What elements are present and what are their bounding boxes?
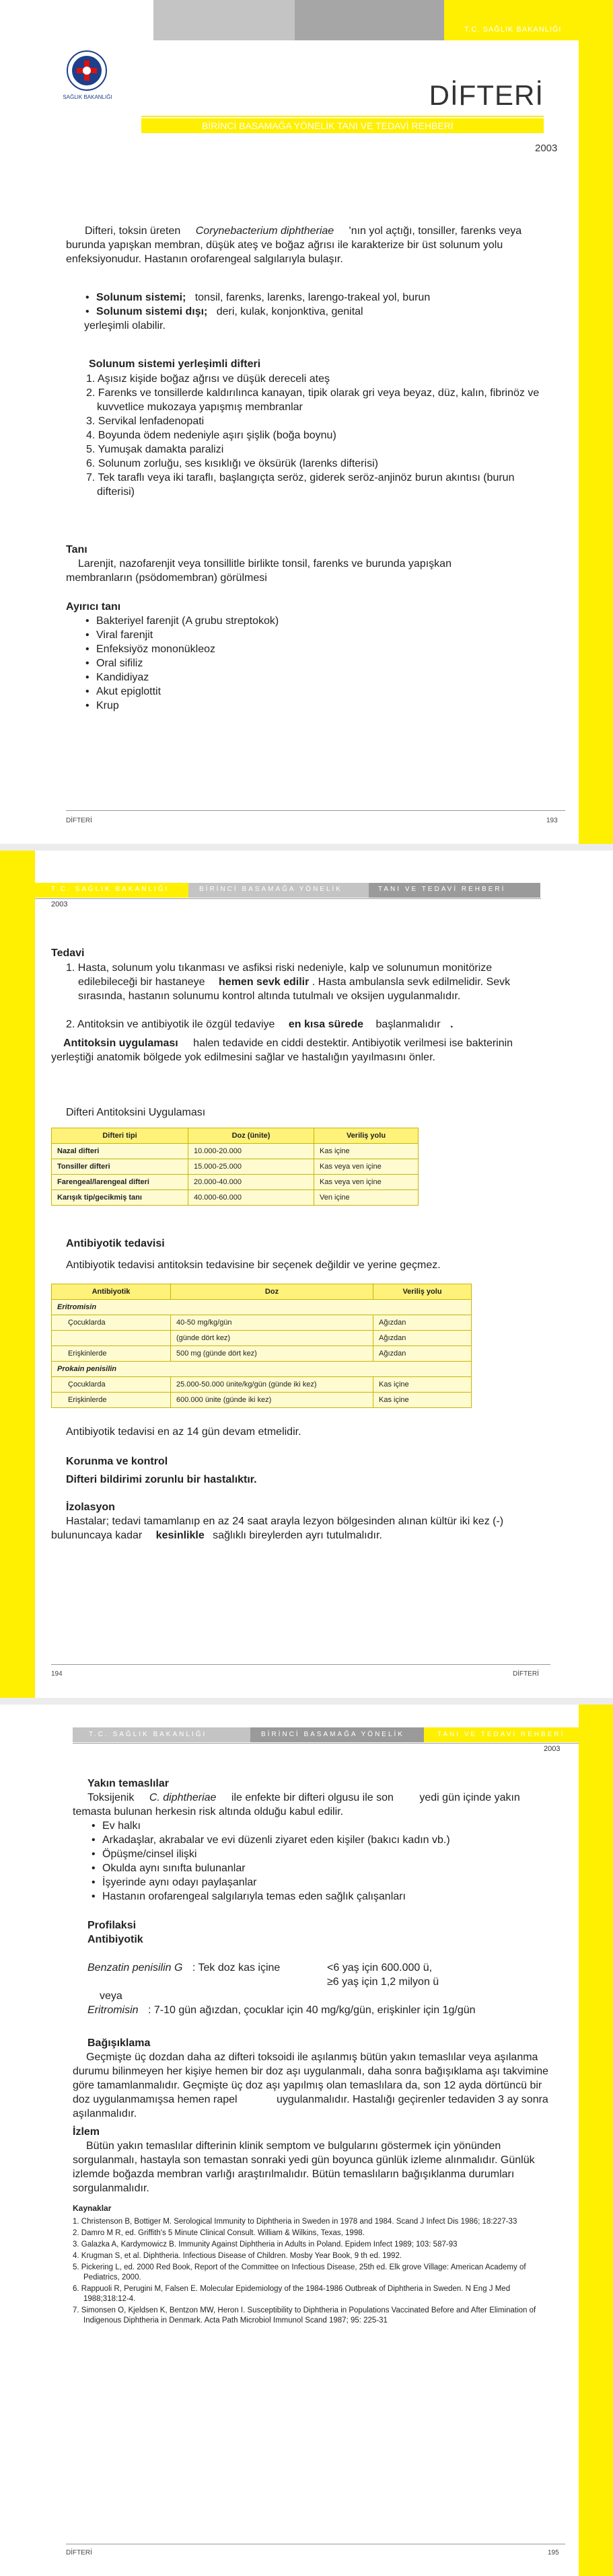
table-cell: Ağızdan (373, 1331, 472, 1346)
header-rule (35, 898, 541, 899)
system-continuation: yerleşimli olabilir. (84, 320, 166, 331)
resp-item: 3. Servikal lenfadenopati (86, 416, 205, 427)
table-cell: 40-50 mg/kg/gün (171, 1315, 373, 1331)
page-title: DİFTERİ (429, 79, 544, 111)
table-cell (52, 1331, 171, 1346)
yakin-item: • Hastanın orofarengeal salgılarıyla temas eden sağlık çalışanları (90, 1889, 534, 1904)
table-cell: Tonsiller difteri (52, 1159, 188, 1175)
reference-item: 3. Galazka A, Kardymowicz B. Immunity Against Diphtheria in Adults in Poland. Epidem Infect 1989; 103: 587-93 (73, 2240, 458, 2249)
benzatin-veya: veya (100, 1990, 122, 2002)
table-row (52, 1190, 419, 1206)
table-row (52, 1144, 419, 1159)
antitoksin-paragraph: Antitoksin uygulaması halen tedavide en ciddi destektir. Antibiyotik verilmesi ise bakterinin yerleştiği anatomik bölgede yok edilmesini sağlar ve hastalığın yayılmasını önler. (51, 1038, 513, 1063)
resp-heading: Solunum sistemi yerleşimli difteri (89, 358, 261, 370)
profilaksi-heading: Profilaksi (87, 1920, 137, 1931)
resp-list (86, 372, 550, 499)
ministry-logo (66, 50, 108, 91)
benzatin-dose-1: <6 yaş için 600.000 ü, (327, 1962, 433, 1974)
table-group-row (52, 1300, 472, 1315)
page-number: 193 (546, 817, 558, 824)
bagisiklama-text: Geçmişte üç dozdan daha az difteri toksoidi ile aşılanmış bütün yakın temaslılar veya aşılanma durumu bilinmeyen her kişiye hemen bir doz aşı uygulanmalı, daha sonra bağışıklama aşı takvimine göre tamamlanmalıdır. Geçmişte üç doz aşı yapılmış olan temaslılara da, son 12 ayda dörtüncü bir doz uygulanmamışsa hemen rapel uygulanmalıdır. Hastalığı geçirenler tedaviden 3 ay sonra aşılanmalıdır. (73, 2052, 549, 2119)
year: 2003 (544, 1745, 561, 1753)
kaynaklar-heading: Kaynaklar (73, 2203, 112, 2213)
header-label-3: TANI VE TEDAVİ REHBERİ (378, 886, 506, 893)
table-row (52, 1331, 472, 1346)
izolasyon-heading: İzolasyon (66, 1501, 115, 1513)
yakin-item: • Okulda aynı sınıfta bulunanlar (90, 1861, 534, 1875)
resp-item: 2. Farenks ve tonsillerde kaldırılınca kanayan, tipik olarak gri veya beyaz, düz, kalın, fibrinöz ve kuvvetlice mukozaya yapışmış membranlar (86, 387, 540, 413)
page-number: 194 (51, 1670, 63, 1678)
system-list (84, 290, 515, 319)
tani-text: Larenjit, nazofarenjit veya tonsillitle birlikte tonsil, farenks ve burunda yapışkan membranların (psödomembran) görülmesi (66, 558, 452, 584)
intro-paragraph (66, 224, 537, 266)
benzatin-row: Benzatin penisilin G : Tek doz kas içine (87, 1962, 281, 1974)
guide-subtitle: BİRİNCİ BASAMAĞA YÖNELİK TANI VE TEDAVİ REHBERİ (202, 120, 454, 131)
resp-item: 5. Yumuşak damakta paralizi (86, 444, 224, 455)
reference-item: 7. Simonsen O, Kjeldsen K, Bentzon MW, Heron I. Susceptibility to Diphtheria in Populations Vaccinated Before and After Elimination of Indigenous Diphtheria in Denmark. Acta Path Microbiol Immunol Scand 1987; 95: 225-31 (73, 2306, 536, 2325)
header-label-2: BİRİNCİ BASAMAĞA YÖNELİK (199, 886, 342, 893)
table-cell: (günde dört kez) (171, 1331, 373, 1346)
table-header-cell: Antibiyotik (52, 1284, 171, 1300)
reference-list (73, 2217, 544, 2327)
korunma-heading: Korunma ve kontrol (66, 1456, 168, 1467)
reference-item: 4. Krugman S, et al. Diphtheria. Infectious Disease of Children. Mosby Year Book, 9 th ed. 1992. (73, 2252, 402, 2260)
reference-item: 2. Damro M R, ed. Griffith's 5 Minute Clinical Consult. William & Wilkins, Texas, 1998. (73, 2229, 365, 2237)
page-gap (0, 1698, 613, 1705)
tani-heading: Tanı (66, 544, 87, 555)
footer-line (66, 810, 565, 811)
ayirici-item: • Bakteriyel farenjit (A grubu streptokok) (84, 614, 279, 628)
resp-item: 6. Solunum zorluğu, ses kısıklığı ve öksürük (larenks difterisi) (86, 458, 378, 469)
ayirici-item: • Krup (84, 699, 279, 713)
year: 2003 (535, 143, 558, 154)
logo-caption: SAĞLIK BAKANLIĞI (63, 94, 112, 100)
reference-item: 1. Christenson B, Bottiger M. Serological Immunity to Diphtheria in Sweden in 1978 and 1984. Scand J Infect Dis 1986; 18:227-33 (73, 2218, 517, 2226)
footer-title: DİFTERİ (66, 817, 92, 824)
intro-a: Difteri, toksin üreten (85, 225, 181, 237)
table-cell: 20.000-40.000 (188, 1175, 314, 1190)
page-195 (0, 1705, 613, 2576)
table-cell: Ven içine (314, 1190, 419, 1206)
system-item: • Solunum sistemi; tonsil, farenks, larenks, larengo-trakeal yol, burun (84, 290, 515, 305)
table-cell: Çocuklarda (52, 1315, 171, 1331)
table-cell: Kas içine (314, 1144, 419, 1159)
eritromisin-row: Eritromisin : 7-10 gün ağızdan, çocuklar için 40 mg/kg/gün, erişkinler için 1g/gün (87, 2004, 476, 2016)
izlem-text: Bütün yakın temaslılar difterinin klinik semptom ve bulgularını göstermek için yönünden sorgulanmalı, hastayla son temastan sonraki yedi gün boyunca günlük izleme alınmalıdır. Günlük izlemde boğazda membran varlığı araştırılmalıdır. Bütün temaslıların bağışıklanma durumları sorgulanmalıdır. (73, 2140, 535, 2194)
resp-item: 4. Boyunda ödem nedeniyle aşırı şişlik (boğa boynu) (86, 430, 336, 441)
yakin-heading: Yakın temaslılar (87, 1778, 169, 1789)
abx-heading: Antibiyotik tedavisi (66, 1238, 165, 1249)
yakin-item: • Arkadaşlar, akrabalar ve evi düzenli ziyaret eden kişiler (bakıcı kadın vb.) (90, 1833, 534, 1847)
page-number: 195 (548, 2549, 559, 2557)
footer-title: DİFTERİ (66, 2549, 92, 2557)
table-cell: Farengeal/larengeal difteri (52, 1175, 188, 1190)
table-cell: 15.000-25.000 (188, 1159, 314, 1175)
header-grey-block-2 (295, 0, 444, 40)
table-header-row (52, 1128, 419, 1144)
benzatin-dose-2: ≥6 yaş için 1,2 milyon ü (327, 1976, 439, 1988)
antibiyotik-heading: Antibiyotik (87, 1934, 143, 1945)
ayirici-item: • Akut epiglottit (84, 685, 279, 699)
korunma-text: Difteri bildirimi zorunlu bir hastalıktır. (66, 1474, 257, 1485)
resp-item: 7. Tek taraflı veya iki taraflı, başlangıçta seröz, giderek seröz-anjinöz burun akıntısı (burun difterisi) (86, 472, 515, 498)
yakin-text: Toksijenik C. diphtheriae ile enfekte bir difteri olgusu ile son yedi gün içinde yakın temasta bulunan herkesin risk altında olduğu kabul edilir. (73, 1792, 520, 1818)
footer-line (51, 1664, 550, 1665)
antitoxin-table (51, 1128, 419, 1206)
table-group-label: Prokain penisilin (52, 1362, 472, 1377)
tedavi-item-2: 2. Antitoksin ve antibiyotik ile özgül tedaviye en kısa sürede başlanmalıdır . (66, 1019, 454, 1030)
ayirici-item: • Oral sifiliz (84, 656, 279, 670)
left-yellow-strip (0, 851, 35, 1698)
table-row (52, 1315, 472, 1331)
table-cell: 600.000 ünite (günde iki kez) (171, 1393, 373, 1408)
table-cell: Erişkinlerde (52, 1346, 171, 1362)
izolasyon-text: Hastalar; tedavi tamamlanıp en az 24 saat arayla lezyon bölgesinden alınan kültür iki kez (-) bulununcaya kadar kesinlikle sağlıklı bireylerden ayrı tutulmalıdır. (51, 1516, 504, 1541)
table-header-cell: Doz (171, 1284, 373, 1300)
intro-b: 'nın yol açtığı, tonsiller, farenks veya burunda yapışkan membran, düşük ateş ve boğaz ağrısı ile karakterize bir üst solunum yolu enfeksiyonudur. Hastanın orofarengeal salgılarıyla bulaşır. (66, 225, 522, 265)
page-193 (0, 0, 613, 844)
reference-item: 6. Rappuoli R, Perugini M, Falsen E. Molecular Epidemiology of the 1984-1986 Outbreak of Diphtheria in Sweden. N Eng J Med 1988;318:12-4. (73, 2285, 511, 2303)
ayirici-item: • Kandidiyaz (84, 670, 279, 685)
antibiotic-table (51, 1284, 472, 1408)
ayirici-item: • Viral farenjit (84, 628, 279, 642)
table-cell: Kas içine (373, 1377, 472, 1393)
table-header-cell: Veriliş yolu (373, 1284, 472, 1300)
table-cell: Ağızdan (373, 1346, 472, 1362)
title-underline (141, 116, 544, 117)
ayirici-item: • Enfeksiyöz mononükleoz (84, 642, 279, 656)
tedavi-item-1: 1. Hasta, solunum yolu tıkanması ve asfiksi riski nedeniyle, kalp ve solunumun monitörize edilebileceği bir hastaneye hemen sevk edilir . Hasta ambulansla sevk edilmelidir. Sevk sırasında, hastanın solunumu kontrol altında tutulmalı ve oksijen uygulanmalıdır. (66, 962, 511, 1002)
table-header-cell: Doz (ünite) (188, 1128, 314, 1144)
table-cell: Kas veya ven içine (314, 1175, 419, 1190)
header-rule (73, 1743, 579, 1744)
table-cell: 10.000-20.000 (188, 1144, 314, 1159)
header-grey-block-1 (153, 0, 295, 40)
table-row (52, 1346, 472, 1362)
system-item: • Solunum sistemi dışı; deri, kulak, konjonktiva, genital (84, 305, 515, 319)
table-cell: Çocuklarda (52, 1377, 171, 1393)
table-group-row (52, 1362, 472, 1377)
abx-duration: Antibiyotik tedavisi en az 14 gün devam etmelidir. (66, 1426, 301, 1438)
table-header-row (52, 1284, 472, 1300)
table-cell: 500 mg (günde dört kez) (171, 1346, 373, 1362)
table-cell: Ağızdan (373, 1315, 472, 1331)
abx-text: Antibiyotik tedavisi antitoksin tedavisine bir seçenek değildir ve yerine geçmez. (66, 1259, 441, 1271)
yakin-item: • Ev halkı (90, 1819, 534, 1833)
yakin-item: • İşyerinde aynı odayı paylaşanlar (90, 1875, 534, 1889)
page-194 (0, 851, 613, 1698)
table-cell: Kas içine (373, 1393, 472, 1408)
table-group-label: Eritromisin (52, 1300, 472, 1315)
table-cell: Karışık tip/gecikmiş tanı (52, 1190, 188, 1206)
table-row (52, 1393, 472, 1408)
footer-title: DİFTERİ (513, 1670, 539, 1678)
table-cell: 25.000-50.000 ünite/kg/gün (günde iki kez) (171, 1377, 373, 1393)
yakin-item: • Öpüşme/cinsel ilişki (90, 1847, 534, 1861)
year: 2003 (51, 900, 68, 908)
reference-item: 5. Pickering L, ed. 2000 Red Book, Report of the Committee on Infectious Disease, 25th ed. Elk grove Village: American Academy of Pediatrics, 2000. (73, 2263, 526, 2281)
header-label-1: T.C. SAĞLIK BAKANLIĞI (51, 886, 170, 893)
right-yellow-strip (579, 0, 613, 844)
table-cell: Nazal difteri (52, 1144, 188, 1159)
table-cell: Erişkinlerde (52, 1393, 171, 1408)
table-row (52, 1159, 419, 1175)
ayirici-heading: Ayırıcı tanı (66, 601, 121, 613)
header-label-3: TANI VE TEDAVİ REHBERİ (437, 1731, 565, 1738)
header-label-1: T.C. SAĞLIK BAKANLIĞI (89, 1731, 207, 1738)
intro-organism: Corynebacterium diphtheriae (195, 225, 334, 237)
table1-caption: Difteri Antitoksini Uygulaması (66, 1107, 206, 1118)
table-header-cell: Veriliş yolu (314, 1128, 419, 1144)
yakin-list (90, 1819, 534, 1904)
right-yellow-strip (579, 1705, 613, 2576)
table-row (52, 1377, 472, 1393)
ayirici-list (84, 614, 279, 713)
header-label-2: BİRİNCİ BASAMAĞA YÖNELİK (261, 1731, 404, 1738)
resp-item: 1. Aşısız kişide boğaz ağrısı ve düşük dereceli ateş (86, 373, 330, 385)
bagisiklama-heading: Bağışıklama (87, 2037, 151, 2049)
header-ministry-label: T.C. SAĞLIK BAKANLIĞI (464, 26, 562, 34)
page-gap (0, 844, 613, 851)
tedavi-heading: Tedavi (51, 947, 85, 959)
table-header-cell: Difteri tipi (52, 1128, 188, 1144)
header-yellow-block (444, 0, 579, 40)
table-row (52, 1175, 419, 1190)
izlem-heading: İzlem (73, 2126, 100, 2138)
table-cell: 40.000-60.000 (188, 1190, 314, 1206)
table-cell: Kas veya ven içine (314, 1159, 419, 1175)
